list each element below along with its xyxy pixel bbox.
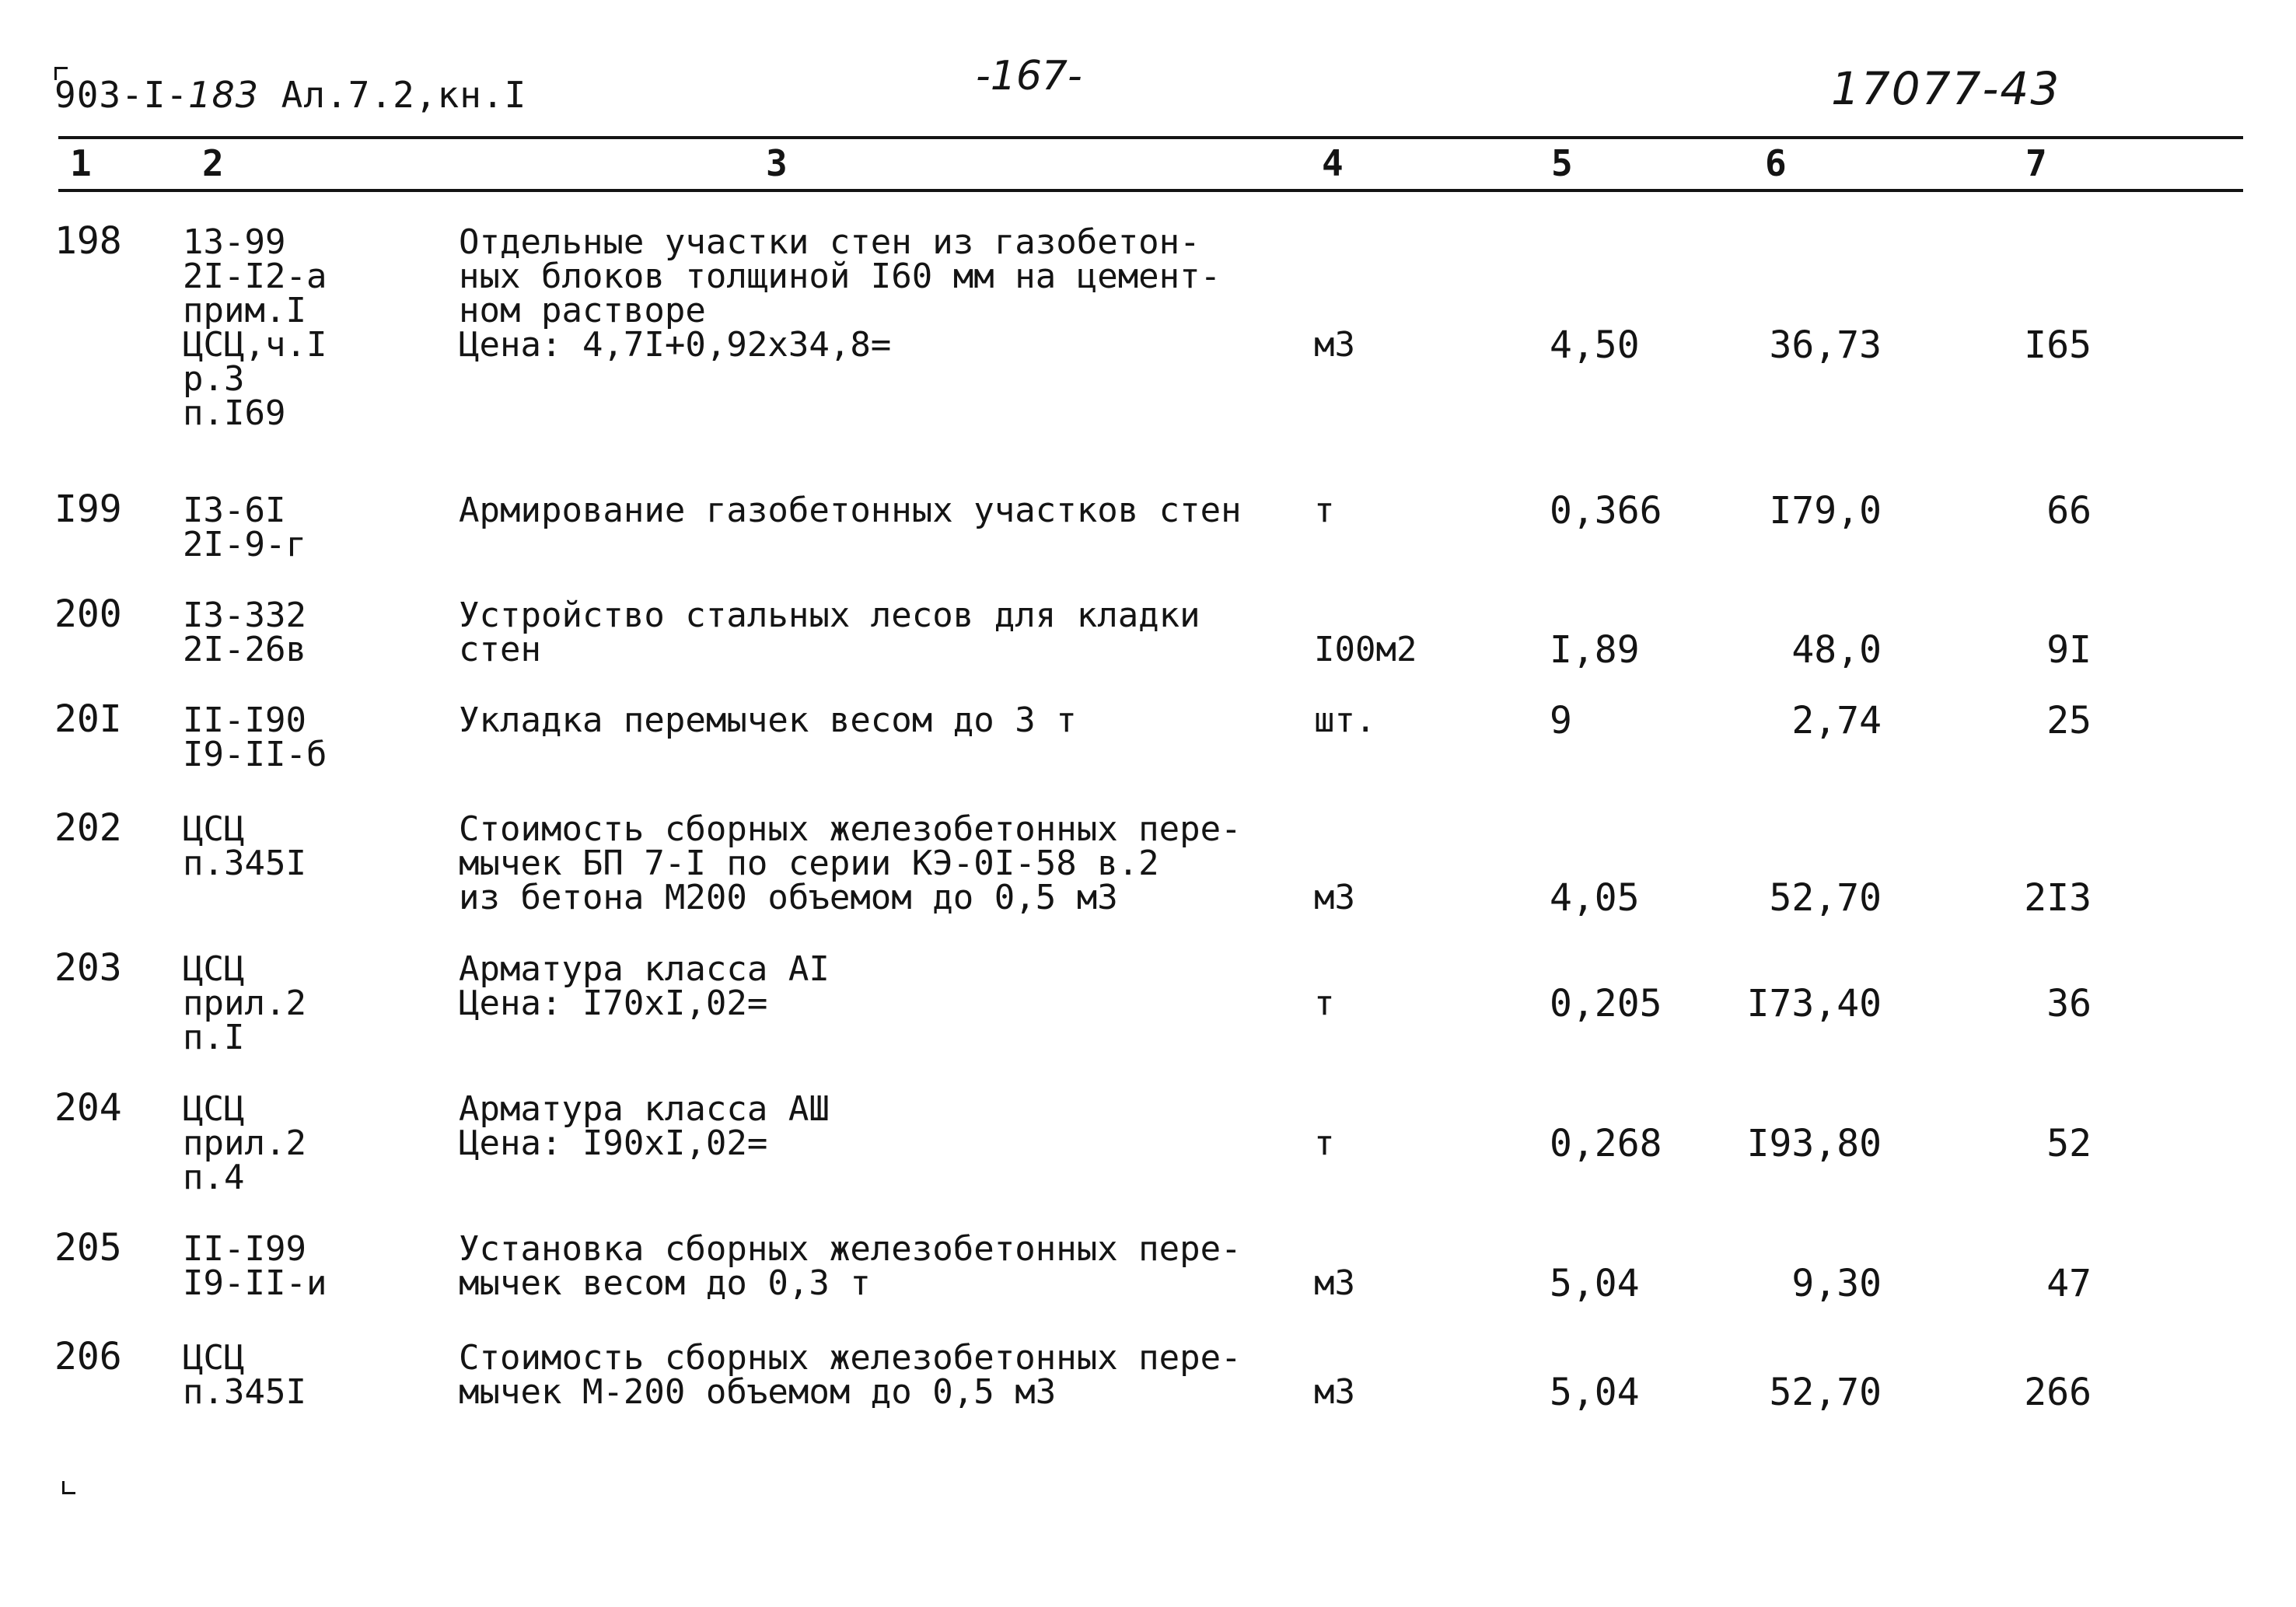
row-code-line: ЦСЦ <box>183 1089 245 1129</box>
row-unit: м3 <box>1314 1263 1355 1303</box>
document-code-handwritten: 183 <box>188 74 259 116</box>
row-quantity: 9 <box>1550 699 1572 742</box>
row-description-line: Устройство стальных лесов для кладки <box>459 596 1200 635</box>
row-code <box>183 1089 306 1197</box>
row-total: 266 <box>2024 1371 2092 1414</box>
corner-mark-bottom-left <box>62 1481 75 1494</box>
row-quantity: 5,04 <box>1550 1262 1640 1305</box>
row-code-line: ЦСЦ <box>183 949 245 989</box>
row-unit-price: 2,74 <box>1791 699 1882 742</box>
row-code-line: 13-99 <box>183 222 286 262</box>
row-unit: м3 <box>1314 325 1355 365</box>
row-description <box>459 700 1077 740</box>
row-quantity: 5,04 <box>1550 1371 1640 1414</box>
row-code <box>183 809 306 883</box>
row-unit: т <box>1314 1123 1335 1163</box>
row-total: 66 <box>2046 489 2092 533</box>
row-total: 2I3 <box>2024 876 2092 920</box>
row-code-line: I9-II-и <box>183 1263 327 1303</box>
row-quantity: 0,268 <box>1550 1122 1662 1165</box>
row-code-line: 2I-I2-а <box>183 257 327 296</box>
row-description <box>459 949 830 1023</box>
row-quantity: 0,366 <box>1550 489 1662 533</box>
row-number: 204 <box>54 1086 122 1130</box>
row-unit-price: 48,0 <box>1791 628 1882 672</box>
row-code <box>183 596 306 669</box>
row-unit: м3 <box>1314 878 1355 917</box>
page-number: -167- <box>976 53 1082 100</box>
row-description-line: Арматура класса АI <box>459 949 830 989</box>
column-number-1: 1 <box>70 142 92 184</box>
row-unit-price: 9,30 <box>1791 1262 1882 1305</box>
row-number: I99 <box>54 487 122 531</box>
row-code <box>183 222 327 433</box>
row-quantity: 0,205 <box>1550 982 1662 1025</box>
row-description <box>459 1089 830 1163</box>
row-code-line: п.I <box>183 1018 245 1057</box>
row-code-line: прил.2 <box>183 1123 306 1163</box>
row-description-line: Цена: 4,7I+0,92x34,8= <box>459 325 892 365</box>
row-description-line: Укладка перемычек весом до 3 т <box>459 700 1077 740</box>
row-number: 203 <box>54 946 122 990</box>
row-code-line: 2I-26в <box>183 630 306 669</box>
row-number: 200 <box>54 592 122 636</box>
row-code-line: 2I-9-г <box>183 525 306 564</box>
row-unit: м3 <box>1314 1372 1355 1412</box>
row-unit-price: 36,73 <box>1769 323 1882 367</box>
row-total: I65 <box>2024 323 2092 367</box>
row-unit: т <box>1314 983 1335 1023</box>
row-number: 206 <box>54 1335 122 1378</box>
row-code <box>183 491 306 564</box>
row-unit-price: I93,80 <box>1746 1122 1882 1165</box>
row-total: 36 <box>2046 982 2092 1025</box>
row-description <box>459 596 1200 669</box>
row-description-line: ных блоков толщиной I60 мм на цемент- <box>459 257 1221 296</box>
row-code-line: ЦСЦ <box>183 1338 245 1378</box>
row-description <box>459 809 1242 917</box>
document-code <box>54 74 526 116</box>
row-code-line: прил.2 <box>183 983 306 1023</box>
row-number: 198 <box>54 219 122 263</box>
row-unit-price: I73,40 <box>1746 982 1882 1025</box>
row-code-line: р.3 <box>183 359 245 399</box>
row-quantity: 4,05 <box>1550 876 1640 920</box>
row-description-line: мычек М-200 объемом до 0,5 м3 <box>459 1372 1057 1412</box>
row-quantity: 4,50 <box>1550 323 1640 367</box>
table-top-rule <box>58 136 2243 139</box>
row-description <box>459 1229 1242 1303</box>
doc-number: 17077-43 <box>1831 62 2061 115</box>
row-number: 202 <box>54 806 122 850</box>
row-description-line: мычек весом до 0,3 т <box>459 1263 871 1303</box>
row-unit: т <box>1314 491 1335 530</box>
column-number-3: 3 <box>766 142 788 184</box>
row-description-line: Цена: I90xI,02= <box>459 1123 768 1163</box>
document-code-suffix: Ал.7.2,кн.I <box>258 74 527 116</box>
row-unit-price: I79,0 <box>1769 489 1882 533</box>
row-description-line: Стоимость сборных железобетонных пере- <box>459 1338 1242 1378</box>
row-description <box>459 491 1242 530</box>
column-number-4: 4 <box>1322 142 1344 184</box>
row-unit: шт. <box>1314 700 1376 740</box>
row-description-line: Цена: I70xI,02= <box>459 983 768 1023</box>
row-description-line: стен <box>459 630 541 669</box>
row-code-line: II-I99 <box>183 1229 306 1269</box>
column-number-5: 5 <box>1551 142 1573 184</box>
row-description <box>459 222 1221 365</box>
row-code-line: п.345I <box>183 1372 306 1412</box>
row-description <box>459 1338 1242 1412</box>
row-code-line: п.4 <box>183 1158 245 1197</box>
row-code-line: I3-6I <box>183 491 286 530</box>
row-description-line: Стоимость сборных железобетонных пере- <box>459 809 1242 849</box>
row-total: 9I <box>2046 628 2092 672</box>
row-description-line: мычек БП 7-I по серии КЭ-0I-58 в.2 <box>459 844 1159 883</box>
row-unit-price: 52,70 <box>1769 1371 1882 1414</box>
row-number: 20I <box>54 697 122 741</box>
document-code-prefix: 903-I- <box>54 74 189 116</box>
column-number-6: 6 <box>1765 142 1787 184</box>
column-number-2: 2 <box>202 142 224 184</box>
row-total: 52 <box>2046 1122 2092 1165</box>
table-header-rule <box>58 189 2243 192</box>
row-code-line: II-I90 <box>183 700 306 740</box>
row-description-line: Армирование газобетонных участков стен <box>459 491 1242 530</box>
row-description-line: Отдельные участки стен из газобетон- <box>459 222 1200 262</box>
row-code <box>183 1229 327 1303</box>
row-description-line: из бетона М200 объемом до 0,5 м3 <box>459 878 1118 917</box>
row-code-line: ЦСЦ,ч.I <box>183 325 327 365</box>
row-description-line: Установка сборных железобетонных пере- <box>459 1229 1242 1269</box>
row-code <box>183 1338 306 1412</box>
row-code-line: п.I69 <box>183 393 286 433</box>
column-number-7: 7 <box>2025 142 2047 184</box>
row-code-line: п.345I <box>183 844 306 883</box>
row-total: 47 <box>2046 1262 2092 1305</box>
row-code-line: I3-332 <box>183 596 306 635</box>
row-code-line: I9-II-б <box>183 735 327 774</box>
row-code-line: ЦСЦ <box>183 809 245 849</box>
row-code <box>183 700 327 774</box>
row-unit-price: 52,70 <box>1769 876 1882 920</box>
row-description-line: Арматура класса АШ <box>459 1089 830 1129</box>
row-code <box>183 949 306 1057</box>
row-unit: I00м2 <box>1314 630 1417 669</box>
row-description-line: ном растворе <box>459 291 706 330</box>
row-number: 205 <box>54 1226 122 1270</box>
row-code-line: прим.I <box>183 291 306 330</box>
row-quantity: I,89 <box>1550 628 1640 672</box>
row-total: 25 <box>2046 699 2092 742</box>
